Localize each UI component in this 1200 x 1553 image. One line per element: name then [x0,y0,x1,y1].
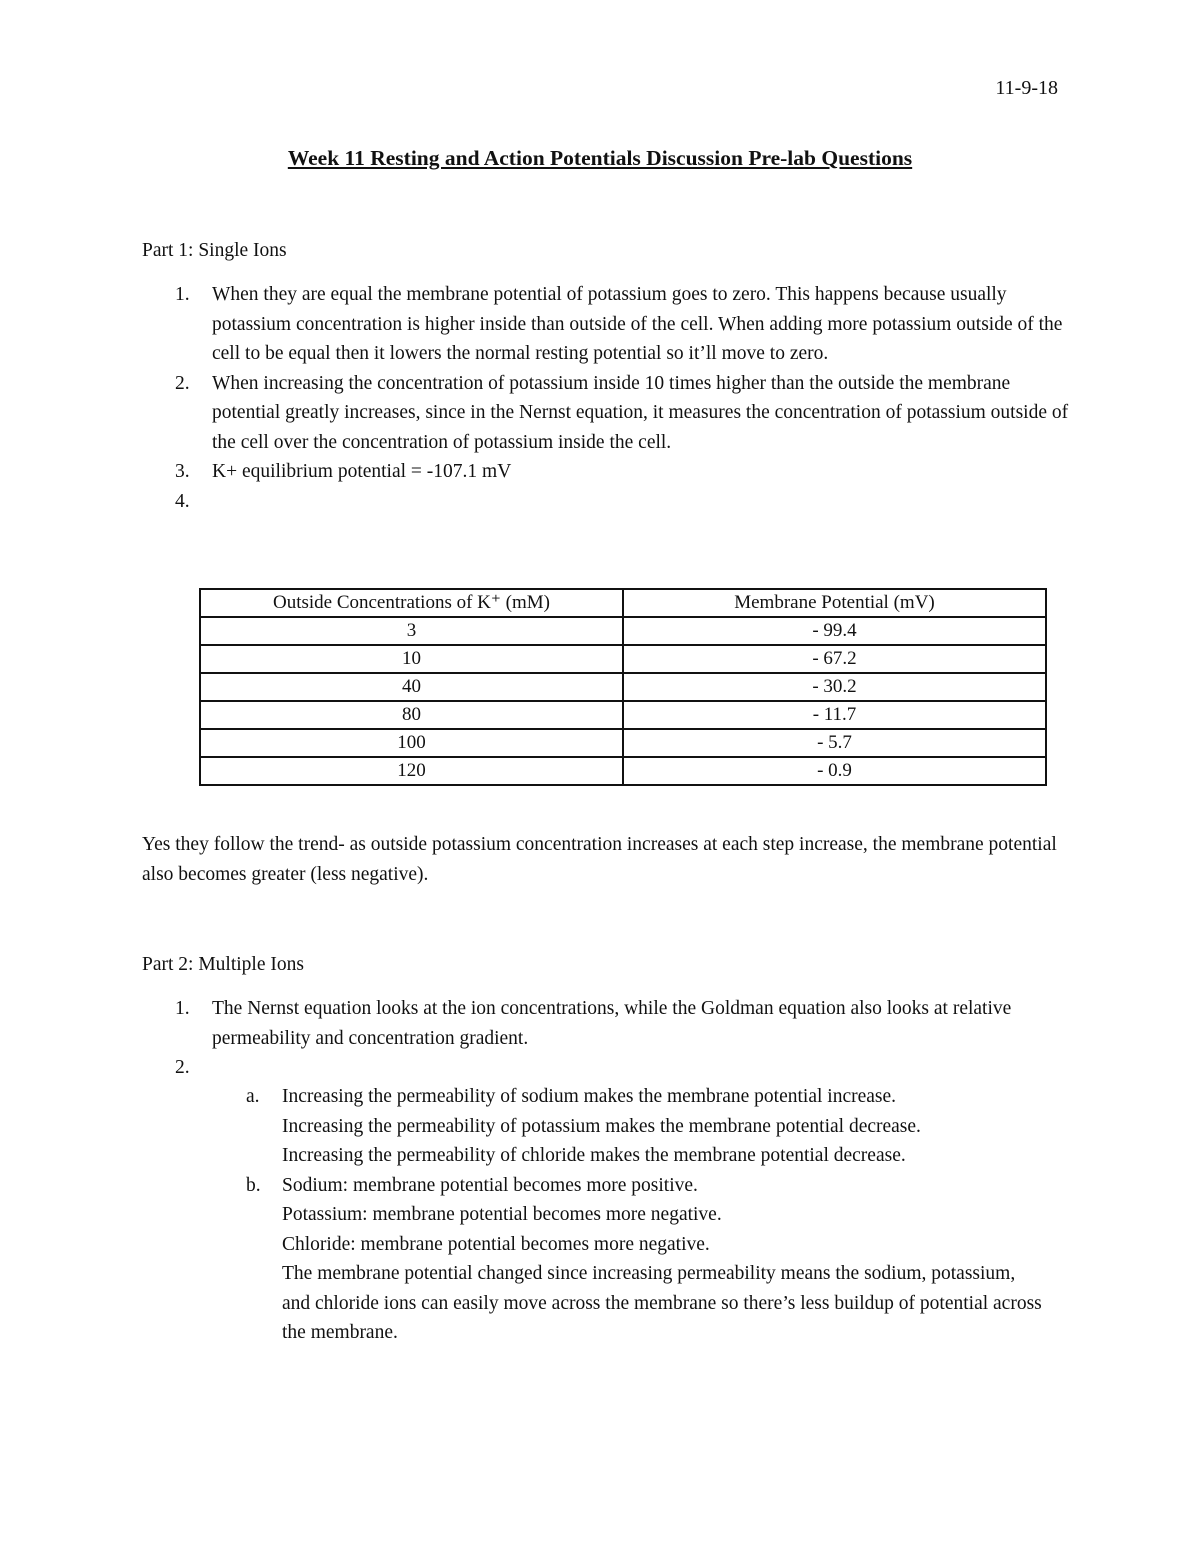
sub-list-item [212,1171,1072,1348]
list-item-text: When increasing the concentration of potassium inside 10 times higher than the outside the membrane potential greatly increases, since in the Nernst equation, it measures the concentration of potassium outside of the cell over the concentration of potassium inside the cell. [212,372,1069,453]
part1-list [142,280,1072,516]
list-item [142,280,1072,369]
table-row [200,701,1046,729]
table-cell: 3 [200,617,623,645]
potassium-table [199,588,1047,786]
table-cell: - 5.7 [623,729,1046,757]
list-item [142,487,1072,517]
table-cell: 120 [200,757,623,785]
table-cell: - 67.2 [623,645,1046,673]
table-cell: - 99.4 [623,617,1046,645]
document-title: Week 11 Resting and Action Potentials Discussion Pre-lab Questions [287,146,913,170]
table-cell: - 30.2 [623,673,1046,701]
table-cell: 80 [200,701,623,729]
sub-list-line: The membrane potential changed since increasing permeability means the sodium, potassium, and chloride ions can easily move across the membrane so there’s less buildup of potential across the membrane. [282,1263,1042,1343]
part1-conclusion: Yes they follow the trend- as outside potassium concentration increases at each step increase, the membrane potential also becomes greater (less negative). [142,834,1057,885]
part2-list [142,994,1072,1083]
table-row [200,645,1046,673]
table-row [200,617,1046,645]
list-item [142,369,1072,458]
list-marker: 2. [175,372,190,394]
sub-list-marker: a. [246,1086,260,1107]
table-header-row [200,589,1046,617]
sub-list-marker: b. [246,1174,261,1196]
sub-list-line: Increasing the permeability of chloride makes the membrane potential decrease. [282,1145,906,1166]
list-marker: 1. [175,998,190,1019]
list-marker: 4. [175,490,190,512]
list-item [142,457,1072,487]
document-date: 11-9-18 [995,77,1058,99]
sub-list-line: Potassium: membrane potential becomes more negative. [282,1204,722,1225]
sub-list-item [212,1082,1072,1171]
table-cell: 10 [200,645,623,673]
sub-list-line: Increasing the permeability of potassium makes the membrane potential decrease. [282,1115,921,1137]
list-marker: 2. [175,1057,190,1078]
list-item [142,994,1072,1053]
table-cell: 40 [200,673,623,701]
part1-heading: Part 1: Single Ions [142,240,287,261]
list-item [142,1053,1072,1083]
list-item-text: The Nernst equation looks at the ion concentrations, while the Goldman equation also looks at relative permeability and concentration gradient. [212,998,1012,1049]
sub-list-line: Sodium: membrane potential becomes more positive. [282,1174,698,1196]
sub-list-line: Increasing the permeability of sodium makes the membrane potential increase. [282,1086,897,1107]
list-item-text: When they are equal the membrane potential of potassium goes to zero. This happens because usually potassium concentration is higher inside than outside of the cell. When adding more potassium outside of the cell to be equal then it lowers the normal resting potential so it’ll move to zero. [212,284,1063,364]
list-marker: 3. [175,461,190,482]
table-header-cell: Outside Concentrations of K⁺ (mM) [200,589,623,617]
table-row [200,729,1046,757]
list-marker: 1. [175,284,190,305]
list-item-text [212,491,217,512]
sub-list-line: Chloride: membrane potential becomes more negative. [282,1233,710,1255]
table-row [200,757,1046,785]
part2-sub-list [212,1082,1072,1348]
table-cell: - 0.9 [623,757,1046,785]
table-cell: - 11.7 [623,701,1046,729]
part2-heading: Part 2: Multiple Ions [142,954,304,975]
list-item-text [212,1057,217,1078]
table-row [200,673,1046,701]
table-cell: 100 [200,729,623,757]
list-item-text: K+ equilibrium potential = -107.1 mV [212,461,512,482]
table-header-cell: Membrane Potential (mV) [623,589,1046,617]
